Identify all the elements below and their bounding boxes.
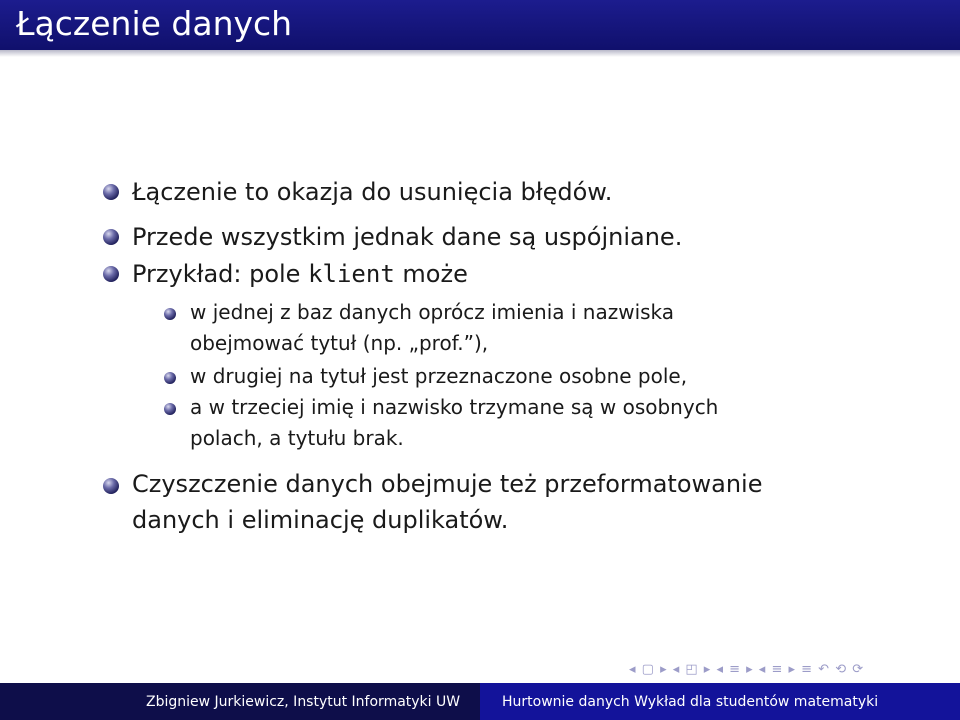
sub-bullet-2-line1: w drugiej na tytuł jest przeznaczone osobne pole, <box>190 364 688 388</box>
sub-bullet-icon <box>164 308 176 320</box>
sub-bullet-icon <box>164 403 176 415</box>
sub-bullet-1-line1: w jednej z baz danych oprócz imienia i nazwiska <box>190 300 675 324</box>
footer <box>0 683 960 720</box>
footer-right <box>480 683 960 720</box>
bullet-text-4-line2: danych i eliminację duplikatów. <box>132 506 509 534</box>
slide-title: Łączenie danych <box>16 4 293 43</box>
bullet-text-2: Przede wszystkim jednak dane są uspójniane. <box>132 223 683 251</box>
sub-bullet-1-line2: obejmować tytuł (np. „prof.”), <box>190 331 489 355</box>
footer-author: Zbigniew Jurkiewicz, Instytut Informatyki UW <box>146 694 461 710</box>
sub-bullet-3-line2: polach, a tytułu brak. <box>190 426 404 450</box>
bullet-icon <box>103 478 119 494</box>
sub-bullet-icon <box>164 372 176 384</box>
bullet-icon <box>103 266 119 282</box>
footer-left <box>0 683 480 720</box>
footer-course: Hurtownie danych Wykład dla studentów matematyki <box>502 694 879 710</box>
code-klient: klient <box>308 260 395 288</box>
bullet-text-3-suffix: może <box>394 260 468 288</box>
bullet-text-3-prefix: Przykład: pole <box>132 260 309 288</box>
bullet-text-1: Łączenie to okazja do usunięcia błędów. <box>132 178 613 206</box>
sub-bullet-3-line1: a w trzeciej imię i nazwisko trzymane są w osobnych <box>190 395 719 419</box>
bullet-icon <box>103 184 119 200</box>
bullet-text-3 <box>132 256 468 292</box>
bullet-text-4-line1: Czyszczenie danych obejmuje też przeformatowanie <box>132 470 763 498</box>
beamer-navigation-icons[interactable]: ◂ ▢ ▸ ◂ ◰ ▸ ◂ ≡ ▸ ◂ ≡ ▸ ≡ ↶ ⟲ ⟳ <box>629 662 865 677</box>
bullet-icon <box>103 229 119 245</box>
